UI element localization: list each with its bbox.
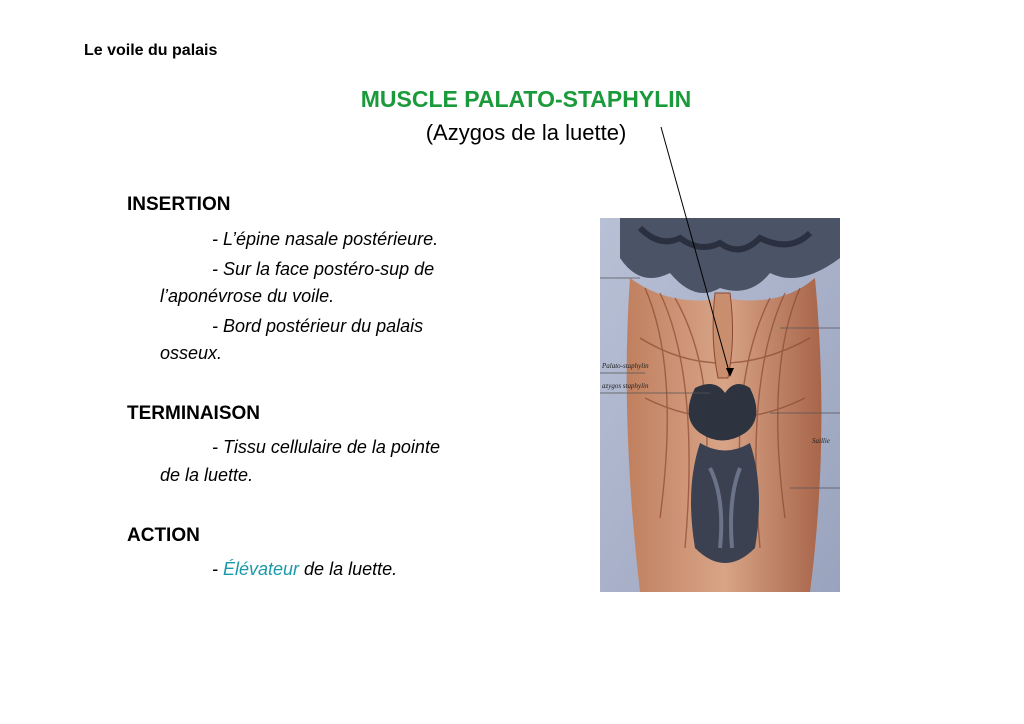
terminaison-line-1b: de la luette. (160, 465, 254, 485)
figure-label-2: azygos staphylin (602, 382, 649, 390)
insertion-heading: INSERTION (127, 194, 231, 215)
insertion-line-3a: - Bord postérieur du palais (212, 316, 424, 336)
insertion-line-3b: osseux. (160, 343, 223, 363)
action-keyword: Élévateur (223, 559, 300, 579)
figure-label-3: Saillie (812, 437, 830, 445)
figure-label-1: Palato-staphylin (602, 362, 649, 370)
section-header: Le voile du palais (84, 42, 218, 59)
terminaison-line-1a: - Tissu cellulaire de la pointe (212, 437, 440, 457)
page-title: MUSCLE PALATO-STAPHYLIN (360, 86, 692, 112)
anatomy-figure (600, 218, 840, 592)
page-subtitle: (Azygos de la luette) (425, 120, 627, 145)
action-rest: de la luette. (299, 559, 398, 579)
insertion-line-1: - L’épine nasale postérieure. (212, 229, 439, 249)
action-heading: ACTION (127, 525, 200, 546)
action-line (212, 554, 397, 584)
pharynx-opening (691, 443, 759, 563)
terminaison-heading: TERMINAISON (127, 403, 260, 424)
insertion-line-2a: - Sur la face postéro-sup de (212, 259, 435, 279)
palato-staphylin-muscle (713, 293, 732, 378)
insertion-line-2b: l’aponévrose du voile. (160, 286, 335, 306)
action-dash: - (212, 559, 223, 579)
